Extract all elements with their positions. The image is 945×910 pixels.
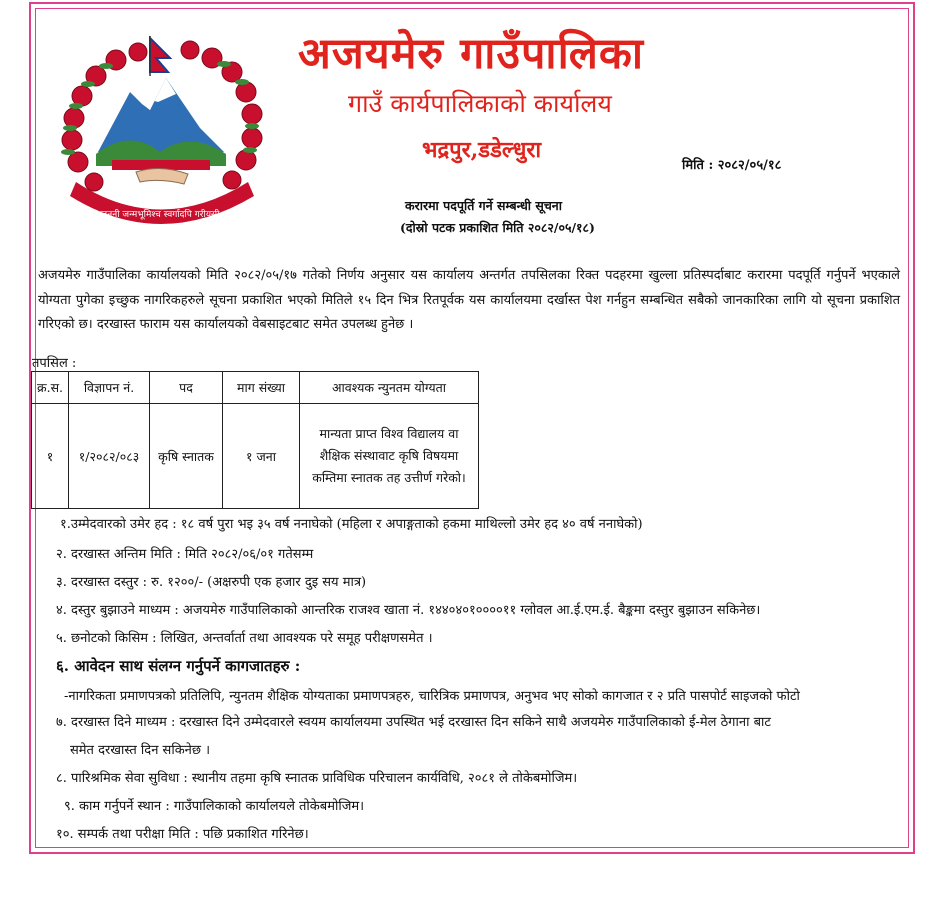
qualification-line: मान्यता प्राप्त विश्व विद्यालय वा <box>319 426 459 441</box>
cell-count: १ जना <box>223 404 300 509</box>
item-payment-method: ४. दस्तुर बुझाउने माध्यम : अजयमेरु गाउँपालिकाको आन्तरिक राजश्व खाता नं. १४४०४०१००००११ ग्लोवल आ.ई.एम.ई. बैङ्कमा दस्तुर बुझाउन सकिनेछ। <box>56 603 761 618</box>
col-header-qualification: आवश्यक न्युनतम योग्यता <box>300 372 479 404</box>
details-label: तपसिल : <box>32 356 77 371</box>
qualification-line: कम्तिमा स्नातक तह उत्तीर्ण गरेको। <box>312 470 466 485</box>
emblem-motto: जननी जन्मभूमिश्च स्वर्गादपि गरीयसी <box>100 210 220 220</box>
qualification-line: शैक्षिक संस्थावाट कृषि विषयमा <box>319 448 459 463</box>
col-header-sn: क्र.स. <box>32 372 69 404</box>
table-row <box>32 404 479 509</box>
col-header-ad-no: विज्ञापन नं. <box>69 372 150 404</box>
table-header-row <box>32 372 479 404</box>
office-name: गाउँ कार्यपालिकाको कार्यालय <box>348 89 612 118</box>
notice-subtitle: (दोस्रो पटक प्रकाशित मिति २०८२/०५/१८) <box>400 220 595 235</box>
item-age-limit: १.उम्मेदवारको उमेर हद : १८ वर्ष पुरा भइ ३५ वर्ष ननाघेको (महिला र अपाङ्गताको हकमा माथिल्लो उमेर हद ४० वर्ष ननाघेको) <box>60 517 643 532</box>
col-header-count: माग संख्या <box>223 372 300 404</box>
item-selection-type: ५. छनोटको किसिम : लिखित, अन्तर्वार्ता तथा आवश्यक परे समूह परीक्षणसमेत । <box>56 631 433 646</box>
notice-date: मिति : २०८२/०५/१८ <box>682 158 782 173</box>
office-address: भद्रपुर,डडेल्धुरा <box>422 137 542 163</box>
notice-title: करारमा पदपूर्ति गर्ने सम्बन्धी सूचना <box>405 198 562 213</box>
body-paragraph: अजयमेरु गाउँपालिका कार्यालयको मिति २०८२/०५/१७ गतेको निर्णय अनुसार यस कार्यालय अन्तर्गत तपसिलका रिक्त पदहरमा खुल्ला प्रतिस्पर्दाबाट करारमा पदपूर्ति गर्नुपर्ने भएकाले योग्यता पुगेका इच्छुक नागरिकहरुले सूचना प्रकाशित भएको मितिले १५ दिन भित्र रितपूर्वक यस कार्यालयमा दर्खास्त पेश गर्नहुन सम्बन्धित सबैको जानकारिका लागि यो सूचना प्रकाशित गरिएको छ। दरखास्त फाराम यस कार्यालयको वेबसाइटबाट समेत उपलब्ध हुनेछ । <box>38 268 900 332</box>
org-name: अजयमेरु गाउँपालिका <box>298 29 645 79</box>
item-documents-heading: ६. आवेदन साथ संलग्न गर्नुपर्ने कागजातहरु : <box>56 657 301 675</box>
item-application-method: ७. दरखास्त दिने माध्यम : दरखास्त दिने उम्मेदवारले स्वयम कार्यालयमा उपस्थित भई दरखास्त दिन सकिने साथै अजयमेरु गाउँपालिकाको ई-मेल ठेगाना बाट <box>56 715 771 730</box>
item-documents-list: -नागरिकता प्रमाणपत्रको प्रतिलिपि, न्युनतम शैक्षिक योग्यताका प्रमाणपत्रहरु, चारित्रिक प्रमाणपत्र, अनुभव भए सोको कागजात र २ प्रति पासपोर्ट साइजको फोटो <box>64 689 800 704</box>
cell-qualification <box>300 404 479 509</box>
item-remuneration: ८. पारिश्रमिक सेवा सुविधा : स्थानीय तहमा कृषि स्नातक प्राविधिक परिचालन कार्यविधि, २०८१ ले तोकेबमोजिम। <box>56 771 578 786</box>
item-work-location: ९. काम गर्नुपर्ने स्थान : गाउँपालिकाको कार्यालयले तोकेबमोजिम। <box>64 799 365 814</box>
item-fee: ३. दरखास्त दस्तुर : रु. १२००/- (अक्षरुपी एक हजार दुइ सय मात्र) <box>56 575 367 590</box>
item-contact-exam-date: १०. सम्पर्क तथा परीक्षा मिति : पछि प्रकाशित गरिनेछ। <box>56 827 309 842</box>
item-application-method-cont: समेत दरखास्त दिन सकिनेछ । <box>70 743 211 758</box>
item-deadline: २. दरखास्त अन्तिम मिति : मिति २०८२/०६/०१ गतेसम्म <box>56 547 314 562</box>
col-header-post: पद <box>150 372 223 404</box>
cell-ad-no: १/२०८२/०८३ <box>69 404 150 509</box>
vacancy-table <box>31 371 479 509</box>
cell-post: कृषि स्नातक <box>150 404 223 509</box>
nepal-emblem-icon <box>40 32 280 232</box>
cell-sn: १ <box>32 404 69 509</box>
